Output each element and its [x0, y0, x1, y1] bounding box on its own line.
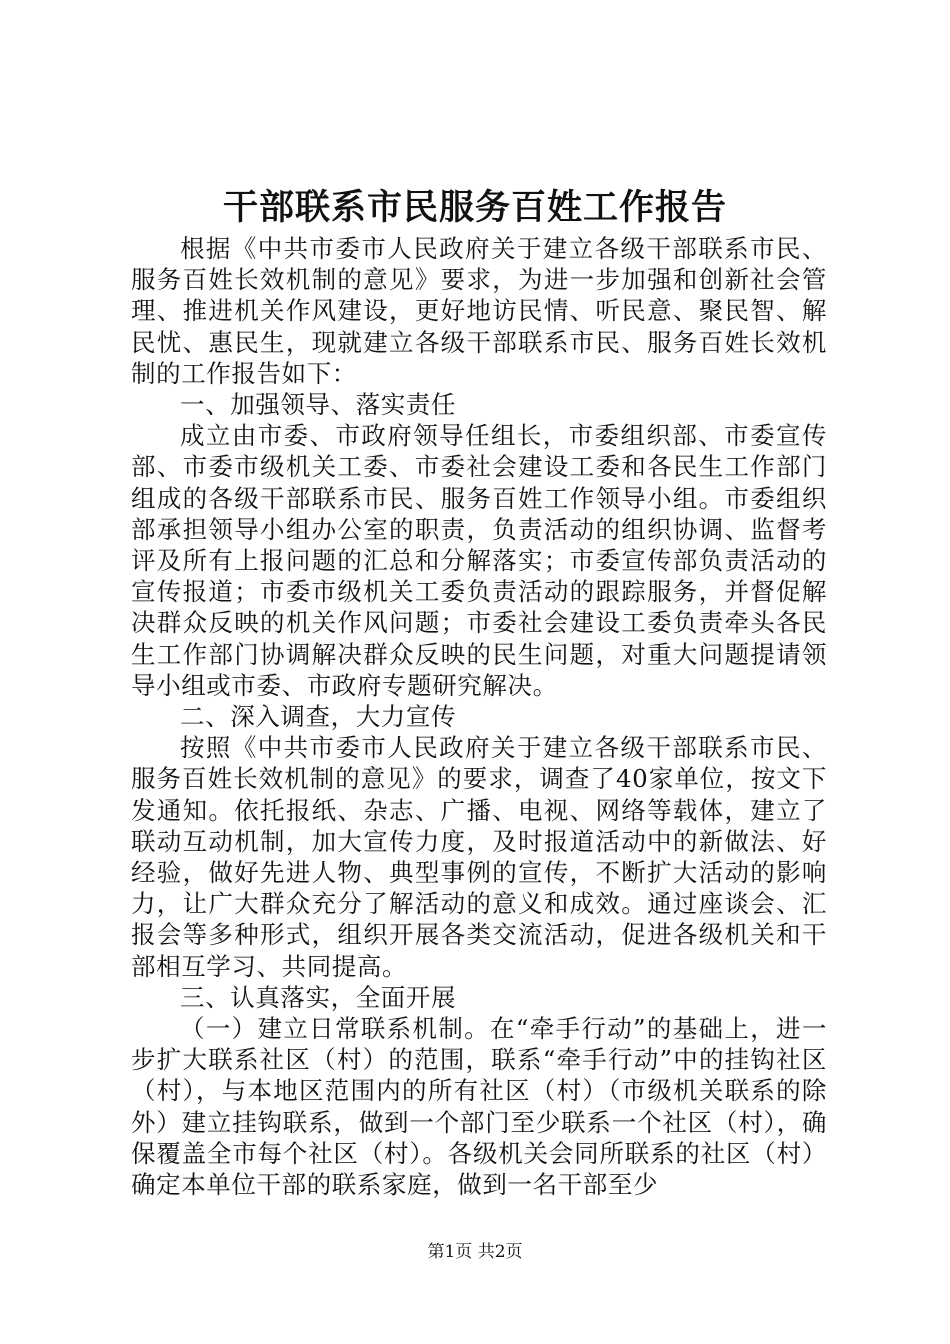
- document-body: [131, 233, 827, 1200]
- paragraph-intro: 根据《中共市委市人民政府关于建立各级干部联系市民、服务百姓长效机制的意见》要求，为进一步加强和创新社会管理、推进机关作风建设，更好地访民情、听民意、聚民智、解民忧、惠民生，现就建立各级干部联系市民、服务百姓长效机制的工作报告如下：: [131, 234, 827, 388]
- paragraph-section-3-item-1: （一）建立日常联系机制。在“牵手行动”的基础上，进一步扩大联系社区（村）的范围，联系“牵手行动”中的挂钩社区（村），与本地区范围内的所有社区（村）（市级机关联系的除外）建立挂钩联系，做到一个部门至少联系一个社区（村），确保覆盖全市每个社区（村）。各级机关会同所联系的社区（村）确定本单位干部的联系家庭，做到一名干部至少: [131, 1014, 827, 1200]
- section-heading-3: 三、认真落实，全面开展: [180, 982, 457, 1012]
- page-footer: 第1页 共2页: [427, 1242, 523, 1262]
- document-title: 干部联系市民服务百姓工作报告: [222, 187, 727, 228]
- paragraph-section-2: 按照《中共市委市人民政府关于建立各级干部联系市民、服务百姓长效机制的意见》的要求，调查了40家单位，按文下发通知。依托报纸、杂志、广播、电视、网络等载体，建立了联动互动机制，加大宣传力度，及时报道活动中的新做法、好经验，做好先进人物、典型事例的宣传，不断扩大活动的影响力，让广大群众充分了解活动的意义和成效。通过座谈会、汇报会等多种形式，组织开展各类交流活动，促进各级机关和干部相互学习、共同提高。: [131, 733, 827, 981]
- section-heading-2: 二、深入调查，大力宣传: [180, 702, 457, 732]
- section-heading-1: 一、加强领导、落实责任: [180, 390, 457, 420]
- paragraph-section-1: 成立由市委、市政府领导任组长，市委组织部、市委宣传部、市委市级机关工委、市委社会建设工委和各民生工作部门组成的各级干部联系市民、服务百姓工作领导小组。市委组织部承担领导小组办公室的职责，负责活动的组织协调、监督考评及所有上报问题的汇总和分解落实；市委宣传部负责活动的宣传报道；市委市级机关工委负责活动的跟踪服务，并督促解决群众反映的机关作风问题；市委社会建设工委负责牵头各民生工作部门协调解决群众反映的民生问题，对重大问题提请领导小组或市委、市政府专题研究解决。: [131, 421, 827, 700]
